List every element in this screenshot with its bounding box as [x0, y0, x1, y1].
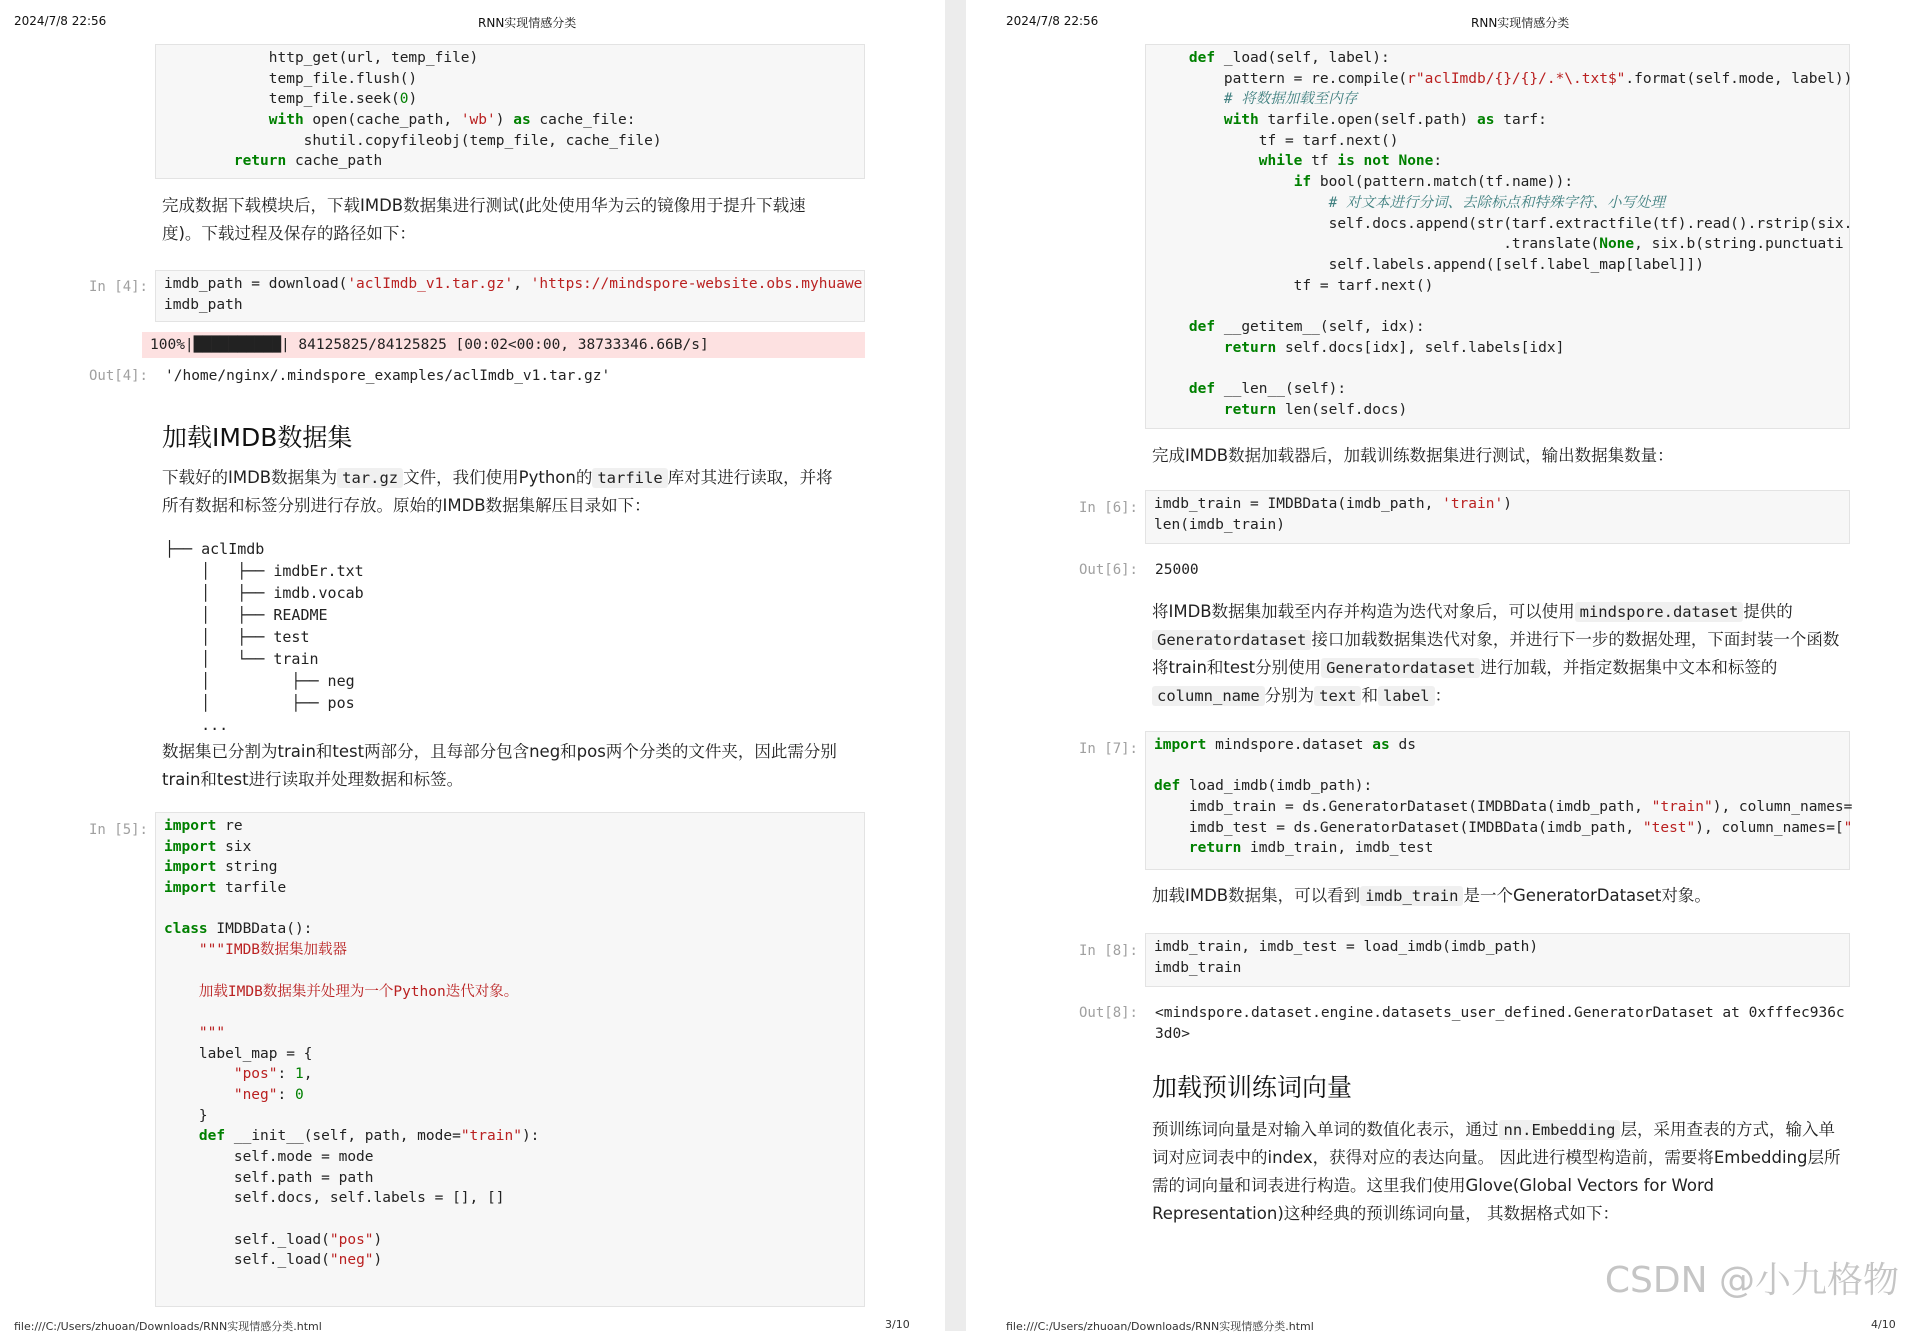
- text: 提供的: [1743, 602, 1793, 621]
- text: 分别为: [1264, 686, 1315, 705]
- inline-code: nn.Embedding: [1499, 1120, 1621, 1140]
- code-line: shutil.copyfileobj(temp_file, cache_file): [164, 132, 662, 149]
- in6-prompt: In [6]:: [1078, 500, 1138, 516]
- code-line: if bool(pattern.match(tf.name)):: [1293, 174, 1574, 191]
- in8-prompt: In [8]:: [1078, 943, 1138, 959]
- code-line: [164, 1209, 856, 1230]
- code-line: self.labels.append([self.label_map[label]]): [1154, 256, 1704, 273]
- code-line: tf = tarf.next(): [1154, 277, 1434, 294]
- in5-prompt: In [5]:: [88, 822, 148, 838]
- code-cell-in8[interactable]: [1145, 933, 1850, 987]
- code-line: [1154, 756, 1841, 777]
- text: 将IMDB数据集加载至内存并构造为迭代对象后，可以使用: [1152, 602, 1575, 621]
- code-line: 加载IMDB数据集并处理为一个Python迭代对象。: [164, 983, 519, 1000]
- inline-code: text: [1314, 686, 1361, 706]
- code-line: import mindspore.dataset as ds: [1154, 737, 1416, 753]
- code-line: """: [164, 1024, 226, 1041]
- code-line: imdb_train = ds.GeneratorDataset(IMDBData(imdb_path, "train"), column_names=: [1154, 799, 1853, 816]
- code-line: def __getitem__(self, idx):: [1188, 318, 1425, 335]
- code-line: # 对文本进行分词、去除标点和特殊字符、小写处理: [1154, 194, 1666, 211]
- inline-code: tar.gz: [337, 468, 403, 488]
- code-line: "pos": 1,: [233, 1066, 313, 1083]
- code-line: imdb_path = download('aclImdb_v1.tar.gz', 'https://mindspore-website.obs.myhuawe: [164, 276, 863, 292]
- tree-line: │ ├── imdb.vocab: [165, 584, 364, 602]
- out8-prompt: Out[8]:: [1078, 1005, 1138, 1021]
- code-line: imdb_train, imdb_test = load_imdb(imdb_path): [1154, 939, 1539, 955]
- code-line: with tarfile.open(self.path) as tarf:: [1223, 112, 1547, 129]
- code-cell-in5[interactable]: [155, 812, 865, 1307]
- code-line: return cache_path: [233, 153, 383, 170]
- code-cell-download-tail[interactable]: [155, 44, 865, 179]
- out4-text: '/home/nginx/.mindspore_examples/aclImdb_v1.tar.gz': [165, 368, 611, 384]
- left-footer-path: file:///C:/Users/zhuoan/Downloads/RNN实现情感分类.html: [14, 1320, 322, 1333]
- code-line: [1154, 296, 1841, 317]
- inline-code: column_name: [1152, 686, 1265, 706]
- text: 是一个GeneratorDataset对象。: [1463, 886, 1711, 905]
- code-line: while tf is not None:: [1258, 153, 1443, 170]
- code-line: return imdb_train, imdb_test: [1188, 840, 1434, 857]
- text: 库对其进行读取，并将所有数据和标签分别进行存放。原始的IMDB数据集解压目录如下：: [162, 468, 833, 515]
- in4-prompt: In [4]:: [88, 279, 148, 295]
- code-line: self.docs, self.labels = [], []: [164, 1190, 505, 1207]
- tree-line: │ ├── README: [165, 606, 328, 624]
- code-line: temp_file.seek(0): [164, 91, 418, 108]
- text: 预训练词向量是对输入单词的数值化表示，通过: [1152, 1120, 1499, 1139]
- code-line: len(imdb_train): [1154, 516, 1285, 533]
- paragraph-download-test: 完成数据下载模块后，下载IMDB数据集进行测试(此处使用华为云的镜像用于提升下载速度)。下载过程及保存的路径如下：: [162, 196, 806, 243]
- tree-line: │ ├── neg: [165, 672, 355, 690]
- code-line: .translate(None, six.b(string.punctuati: [1154, 236, 1844, 253]
- directory-tree: [165, 538, 364, 736]
- right-footer-page: 4/10: [1871, 1318, 1896, 1331]
- code-line: imdb_test = ds.GeneratorDataset(IMDBData(imdb_path, "test"), column_names=[": [1154, 819, 1853, 836]
- code-line: with open(cache_path, 'wb') as cache_file:: [268, 112, 636, 129]
- code-line: def _load(self, label):: [1188, 50, 1390, 66]
- text: 进行加载，并指定数据集中文本和标签的: [1480, 658, 1778, 677]
- code-line: def load_imdb(imdb_path):: [1154, 778, 1373, 795]
- text: 加载IMDB数据集，可以看到: [1152, 886, 1361, 905]
- code-line: self._load("neg"): [164, 1252, 383, 1269]
- code-line: imdb_train = IMDBData(imdb_path, 'train'): [1154, 496, 1512, 512]
- code-line: "neg": 0: [233, 1086, 304, 1103]
- text: 接口加载数据集迭代对象，并进行下一步的数据处理，下面封装一个函数将train和test分别使用: [1152, 630, 1840, 677]
- code-line: [1154, 358, 1841, 379]
- code-line: self.mode = mode: [164, 1149, 374, 1165]
- stderr-progress-output: 100%|██████████| 84125825/84125825 [00:02<00:00, 38733346.66B/s]: [142, 332, 865, 358]
- page-divider: [945, 0, 966, 1331]
- code-line: self.path = path: [164, 1169, 374, 1186]
- out-line: <mindspore.dataset.engine.datasets_user_defined.GeneratorDataset at 0xfffec936c: [1155, 1005, 1845, 1021]
- left-header-date: 2024/7/8 22:56: [14, 14, 107, 28]
- code-line: temp_file.flush(): [164, 70, 418, 87]
- out6-prompt: Out[6]:: [1078, 562, 1138, 578]
- left-page: [0, 0, 945, 1331]
- paragraph-embedding: [1152, 1116, 1842, 1228]
- inline-code: mindspore.dataset: [1575, 602, 1744, 622]
- inline-code: label: [1378, 686, 1435, 706]
- inline-code: tarfile: [592, 468, 667, 488]
- code-line: [164, 961, 856, 982]
- code-cell-imdbdata-methods[interactable]: [1145, 44, 1853, 429]
- code-line: tf = tarf.next(): [1154, 132, 1399, 149]
- code-line: imdb_train: [1154, 959, 1242, 976]
- code-line: def __len__(self):: [1188, 381, 1347, 397]
- code-line: return len(self.docs): [1223, 401, 1408, 418]
- code-line: [164, 899, 856, 920]
- code-cell-in6[interactable]: [1145, 490, 1850, 544]
- in7-prompt: In [7]:: [1078, 741, 1138, 757]
- paragraph-generator-dataset: [1152, 598, 1842, 710]
- right-header-date: 2024/7/8 22:56: [1006, 14, 1099, 28]
- paragraph-imdb-format: [162, 464, 842, 520]
- code-line: imdb_path: [164, 296, 243, 313]
- tree-line: │ ├── test: [165, 628, 310, 646]
- code-line: import tarfile: [164, 880, 287, 897]
- code-cell-in4[interactable]: [155, 270, 865, 322]
- code-line: label_map = {: [164, 1045, 313, 1062]
- paragraph-load-test: 完成IMDB数据加载器后，加载训练数据集进行测试，输出数据集数量：: [1152, 446, 1674, 465]
- code-line: http_get(url, temp_file): [164, 50, 479, 66]
- right-footer-path: file:///C:/Users/zhuoan/Downloads/RNN实现情感分类.html: [1006, 1320, 1314, 1333]
- code-line: self.docs.append(str(tarf.extractfile(tf).read().rstrip(six.: [1154, 215, 1853, 232]
- code-line: import string: [164, 859, 278, 876]
- tree-line: │ └── train: [165, 650, 319, 668]
- text: 下载好的IMDB数据集为: [162, 468, 338, 487]
- code-line: """IMDB数据集加载器: [164, 942, 348, 959]
- tree-line: │ ├── pos: [165, 694, 355, 712]
- code-line: # 将数据加载至内存: [1154, 91, 1358, 108]
- tree-line: ...: [165, 716, 229, 734]
- code-line: }: [164, 1107, 208, 1124]
- inline-code: Generatordataset: [1152, 630, 1311, 650]
- tree-line: │ ├── imdbEr.txt: [165, 562, 364, 580]
- left-footer-page: 3/10: [885, 1318, 910, 1331]
- csdn-watermark: CSDN @小九格物: [1604, 1260, 1899, 1301]
- inline-code: Generatordataset: [1321, 658, 1480, 678]
- out4-prompt: Out[4]:: [88, 368, 148, 384]
- text: 文件，我们使用Python的: [403, 468, 593, 487]
- right-page: [966, 0, 1909, 1331]
- text: ：: [1434, 686, 1452, 705]
- code-line: import six: [164, 838, 252, 855]
- heading-pretrained-vectors: 加载预训练词向量: [1152, 1073, 1353, 1102]
- code-line: import re: [164, 818, 243, 834]
- paragraph-imdb-train-object: [1152, 882, 1842, 910]
- tree-line: ├── aclImdb: [165, 540, 265, 558]
- code-line: self._load("pos"): [164, 1231, 383, 1248]
- code-line: pattern = re.compile(r"aclImdb/{}/{}/.*\.txt$".format(self.mode, label)): [1154, 70, 1853, 87]
- text: 和: [1361, 686, 1378, 705]
- inline-code: imdb_train: [1360, 886, 1463, 906]
- code-cell-in7[interactable]: [1145, 731, 1853, 870]
- out8-text: [1155, 1003, 1845, 1044]
- paragraph-dataset-split: 数据集已分割为train和test两部分，且每部分包含neg和pos两个分类的文件夹，因此需分别train和test进行读取并处理数据和标签。: [162, 742, 837, 789]
- code-line: [164, 1002, 856, 1023]
- code-line: def __init__(self, path, mode="train"):: [198, 1128, 540, 1145]
- text: 层，采用查表的方式，输入单词对应词表中的index，获得对应的表达向量。 因此进行模型构造前，需要将Embedding层所需的词向量和词表进行构造。这里我们使用Glove(Global Vectors for Word Representation)这种经典的预训练词向量， 其数据格式如下：: [1152, 1120, 1841, 1223]
- out6-text: 25000: [1155, 562, 1199, 578]
- out-line: 3d0>: [1155, 1025, 1190, 1042]
- left-header-title: RNN实现情感分类: [478, 16, 577, 30]
- heading-load-imdb: 加载IMDB数据集: [162, 423, 353, 452]
- code-line: return self.docs[idx], self.labels[idx]: [1223, 339, 1565, 356]
- code-line: class IMDBData():: [164, 921, 313, 938]
- right-header-title: RNN实现情感分类: [1471, 16, 1570, 30]
